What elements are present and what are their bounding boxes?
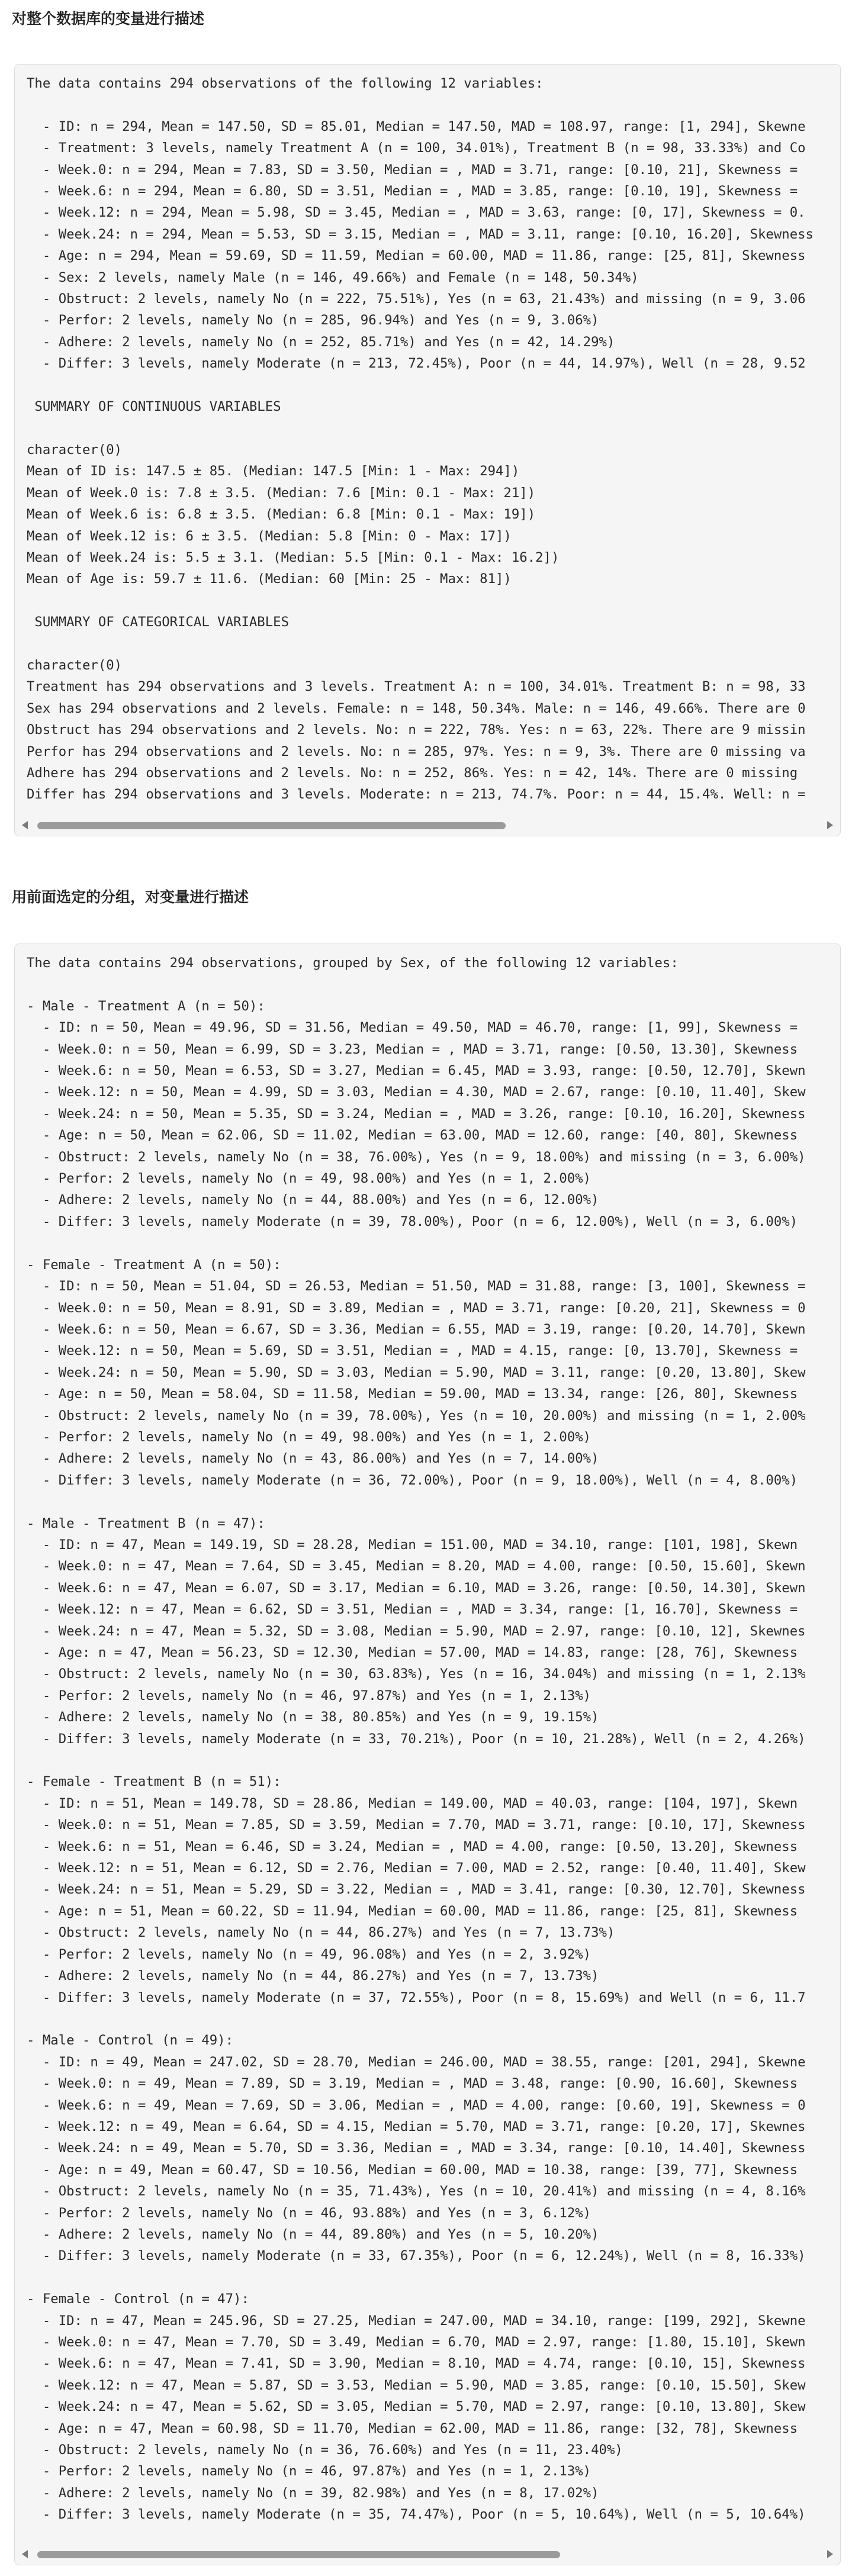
scroll-left-arrow-icon[interactable] [22,821,28,829]
horizontal-scrollbar[interactable] [21,820,834,833]
section-title-grouped: 用前面选定的分组，对变量进行描述 [12,888,249,906]
output-text-grouped: The data contains 294 observations, grouped by Sex, of the following 12 variables: - Male - Treatment A (n = 50): - ID: n = 50, Mean = 49.96, SD = 31.56, Median = 49.50, MAD = 46.70, range: [1, 99], Skewness = - Week.0: n = 50, Mean = 6.99, SD = 3.23, Median = , MAD = 3.71, range: [0.50, 13.30], Skewness - Week.6: n = 50, Mean = 6.53, SD = 3.27, Median = 6.45, MAD = 3.93, range: [0.50, 12.70], Skewn - Week.12: n = 50, Mean = 4.99, SD = 3.03, Median = 4.30, MAD = 2.67, range: [0.10, 11.40], Skew - Week.24: n = 50, Mean = 5.35, SD = 3.24, Median = , MAD = 3.26, range: [0.10, 16.20], Skewness - Age: n = 50, Mean = 62.06, SD = 11.02, Median = 63.00, MAD = 12.60, range: [40, 80], Skewness - Obstruct: 2 levels, namely No (n = 38, 76.00%), Yes (n = 9, 18.00%) and missing (n = 3, 6.00%) - Perfor: 2 levels, namely No (n = 49, 98.00%) and Yes (n = 1, 2.00%) - Adhere: 2 levels, namely No (n = 44, 88.00%) and Yes (n = 6, 12.00%) - Differ: 3 levels, namely Moderate (n = 39, 78.00%), Poor (n = 6, 12.00%), Well (n = 3, 6.00%) - Female - Treatment A (n = 50): - ID: n = 50, Mean = 51.04, SD = 26.53, Median = 51.50, MAD = 31.88, range: [3, 100], Skewness = - Week.0: n = 50, Mean = 8.91, SD = 3.89, Median = , MAD = 3.71, range: [0.20, 21], Skewness = 0 - Week.6: n = 50, Mean = 6.67, SD = 3.36, Median = 6.55, MAD = 3.19, range: [0.20, 14.70], Skewn - Week.12: n = 50, Mean = 5.69, SD = 3.51, Median = , MAD = 4.15, range: [0, 13.70], Skewness = - Week.24: n = 50, Mean = 5.90, SD = 3.03, Median = 5.90, MAD = 3.11, range: [0.20, 13.80], Skew - Age: n = 50, Mean = 58.04, SD = 11.58, Median = 59.00, MAD = 13.34, range: [26, 80], Skewness - Obstruct: 2 levels, namely No (n = 39, 78.00%), Yes (n = 10, 20.00%) and missing (n = 1, 2.00% - Perfor: 2 levels, namely No (n = 49, 98.00%) and Yes (n = 1, 2.00%) - Adhere: 2 levels, namely No (n = 43, 86.00%) and Yes (n = 7, 14.00%) - Differ: 3 levels, namely Moderate (n = 36, 72.00%), Poor (n = 9, 18.00%), Well (n = 4, 8.00%) - Male - Treatment B (n = 47): - ID: n = 47, Mean = 149.19, SD = 28.28, Median = 151.00, MAD = 34.10, range: [101, 198], Skewn - Week.0: n = 47, Mean = 7.64, SD = 3.45, Median = 8.20, MAD = 4.00, range: [0.50, 15.60], Skewn - Week.6: n = 47, Mean = 6.07, SD = 3.17, Median = 6.10, MAD = 3.26, range: [0.50, 14.30], Skewn - Week.12: n = 47, Mean = 6.62, SD = 3.51, Median = , MAD = 3.34, range: [1, 16.70], Skewness = - Week.24: n = 47, Mean = 5.32, SD = 3.08, Median = 5.90, MAD = 2.97, range: [0.10, 12], Skewnes - Age: n = 47, Mean = 56.23, SD = 12.30, Median = 57.00, MAD = 14.83, range: [28, 76], Skewness - Obstruct: 2 levels, namely No (n = 30, 63.83%), Yes (n = 16, 34.04%) and missing (n = 1, 2.13% - Perfor: 2 levels, namely No (n = 46, 97.87%) and Yes (n = 1, 2.13%) - Adhere: 2 levels, namely No (n = 38, 80.85%) and Yes (n = 9, 19.15%) - Differ: 3 levels, namely Moderate (n = 33, 70.21%), Poor (n = 10, 21.28%), Well (n = 2, 4.26%) - Female - Treatment B (n = 51): - ID: n = 51, Mean = 149.78, SD = 28.86, Median = 149.00, MAD = 40.03, range: [104, 197], Skewn - Week.0: n = 51, Mean = 7.85, SD = 3.59, Median = 7.70, MAD = 3.71, range: [0.10, 17], Skewness - Week.6: n = 51, Mean = 6.46, SD = 3.24, Median = , MAD = 4.00, range: [0.50, 13.20], Skewness - Week.12: n = 51, Mean = 6.12, SD = 2.76, Median = 7.00, MAD = 2.52, range: [0.40, 11.40], Skew - Week.24: n = 51, Mean = 5.29, SD = 3.22, Median = , MAD = 3.41, range: [0.30, 12.70], Skewness - Age: n = 51, Mean = 60.22, SD = 11.94, Median = 60.00, MAD = 11.86, range: [25, 81], Skewness - Obstruct: 2 levels, namely No (n = 44, 86.27%) and Yes (n = 7, 13.73%) - Perfor: 2 levels, namely No (n = 49, 96.08%) and Yes (n = 2, 3.92%) - Adhere: 2 levels, namely No (n = 44, 86.27%) and Yes (n = 7, 13.73%) - Differ: 3 levels, namely Moderate (n = 37, 72.55%), Poor (n = 8, 15.69%) and Well (n = 6, 11.7 - Male - Control (n = 49): - ID: n = 49, Mean = 247.02, SD = 28.70, Median = 246.00, MAD = 38.55, range: [201, 294], Skewne - Week.0: n = 49, Mean = 7.89, SD = 3.19, Median = , MAD = 3.48, range: [0.90, 16.60], Skewness - Week.6: n = 49, Mean = 7.69, SD = 3.06, Median = , MAD = 4.00, range: [0.60, 19], Skewness = 0 - Week.12: n = 49, Mean = 6.64, SD = 4.15, Median = 5.70, MAD = 3.71, range: [0.20, 17], Skewnes - Week.24: n = 49, Mean = 5.70, SD = 3.36, Median = , MAD = 3.34, range: [0.10, 14.40], Skewness - Age: n = 49, Mean = 60.47, SD = 10.56, Median = 60.00, MAD = 10.38, range: [39, 77], Skewness - Obstruct: 2 levels, namely No (n = 35, 71.43%), Yes (n = 10, 20.41%) and missing (n = 4, 8.16% - Perfor: 2 levels, namely No (n = 46, 93.88%) and Yes (n = 3, 6.12%) - Adhere: 2 levels, namely No (n = 44, 89.80%) and Yes (n = 5, 10.20%) - Differ: 3 levels, namely Moderate (n = 33, 67.35%), Poor (n = 6, 12.24%), Well (n = 8, 16.33%) - Female - Control (n = 47): - ID: n = 47, Mean = 245.96, SD = 27.25, Median = 247.00, MAD = 34.10, range: [199, 292], Skewne - Week.0: n = 47, Mean = 7.70, SD = 3.49, Median = 6.70, MAD = 2.97, range: [1.80, 15.10], Skewn - Week.6: n = 47, Mean = 7.41, SD = 3.90, Median = 8.10, MAD = 4.74, range: [0.10, 15], Skewness - Week.12: n = 47, Mean = 5.87, SD = 3.53, Median = 5.90, MAD = 3.85, range: [0.10, 15.50], Skew - Week.24: n = 47, Mean = 5.62, SD = 3.05, Median = 5.70, MAD = 2.97, range: [0.10, 13.80], Skew - Age: n = 47, Mean = 60.98, SD = 11.70, Median = 62.00, MAD = 11.86, range: [32, 78], Skewness - Obstruct: 2 levels, namely No (n = 36, 76.60%) and Yes (n = 11, 23.40%) - Perfor: 2 levels, namely No (n = 46, 97.87%) and Yes (n = 1, 2.13%) - Adhere: 2 levels, namely No (n = 39, 82.98%) and Yes (n = 8, 17.02%) - Differ: 3 levels, namely Moderate (n = 35, 74.47%), Poor (n = 5, 10.64%), Well (n = 5, 10.64%) [27,955,806,2523]
section-title-whole-database: 对整个数据库的变量进行描述 [12,10,205,27]
scroll-left-arrow-icon[interactable] [22,2550,28,2558]
scrollbar-thumb[interactable] [37,2551,560,2558]
scrollbar-thumb[interactable] [37,822,506,829]
output-text-whole-database: The data contains 294 observations of the following 12 variables: - ID: n = 294, Mean = 147.50, SD = 85.01, Median = 147.50, MAD = 108.97, range: [1, 294], Skewne - Treatment: 3 levels, namely Treatment A (n = 100, 34.01%), Treatment B (n = 98, 33.33%) and Co - Week.0: n = 294, Mean = 7.83, SD = 3.50, Median = , MAD = 3.71, range: [0.10, 21], Skewness = - Week.6: n = 294, Mean = 6.80, SD = 3.51, Median = , MAD = 3.85, range: [0.10, 19], Skewness = - Week.12: n = 294, Mean = 5.98, SD = 3.45, Median = , MAD = 3.63, range: [0, 17], Skewness = 0. - Week.24: n = 294, Mean = 5.53, SD = 3.15, Median = , MAD = 3.11, range: [0.10, 16.20], Skewness - Age: n = 294, Mean = 59.69, SD = 11.59, Median = 60.00, MAD = 11.86, range: [25, 81], Skewness - Sex: 2 levels, namely Male (n = 146, 49.66%) and Female (n = 148, 50.34%) - Obstruct: 2 levels, namely No (n = 222, 75.51%), Yes (n = 63, 21.43%) and missing (n = 9, 3.06 - Perfor: 2 levels, namely No (n = 285, 96.94%) and Yes (n = 9, 3.06%) - Adhere: 2 levels, namely No (n = 252, 85.71%) and Yes (n = 42, 14.29%) - Differ: 3 levels, namely Moderate (n = 213, 72.45%), Poor (n = 44, 14.97%), Well (n = 28, 9.52 SUMMARY OF CONTINUOUS VARIABLES character(0) Mean of ID is: 147.5 ± 85. (Median: 147.5 [Min: 1 - Max: 294]) Mean of Week.0 is: 7.8 ± 3.5. (Median: 7.6 [Min: 0.1 - Max: 21]) Mean of Week.6 is: 6.8 ± 3.5. (Median: 6.8 [Min: 0.1 - Max: 19]) Mean of Week.12 is: 6 ± 3.5. (Median: 5.8 [Min: 0 - Max: 17]) Mean of Week.24 is: 5.5 ± 3.1. (Median: 5.5 [Min: 0.1 - Max: 16.2]) Mean of Age is: 59.7 ± 11.6. (Median: 60 [Min: 25 - Max: 81]) SUMMARY OF CATEGORICAL VARIABLES character(0) Treatment has 294 observations and 3 levels. Treatment A: n = 100, 34.01%. Treatment B: n = 98, 33 Sex has 294 observations and 2 levels. Female: n = 148, 50.34%. Male: n = 146, 49.66%. There are 0 Obstruct has 294 observations and 2 levels. No: n = 222, 78%. Yes: n = 63, 22%. There are 9 missin Perfor has 294 observations and 2 levels. No: n = 285, 97%. Yes: n = 9, 3%. There are 0 missing va Adhere has 294 observations and 2 levels. No: n = 252, 86%. Yes: n = 42, 14%. There are 0 missing Differ has 294 observations and 3 levels. Moderate: n = 213, 74.7%. Poor: n = 44, 15.4%. Well: n = [27,76,814,803]
output-panel-whole-database [14,64,841,836]
scroll-right-arrow-icon[interactable] [827,2550,833,2558]
output-panel-grouped [14,944,841,2565]
scroll-right-arrow-icon[interactable] [827,821,833,829]
horizontal-scrollbar[interactable] [21,2549,834,2562]
